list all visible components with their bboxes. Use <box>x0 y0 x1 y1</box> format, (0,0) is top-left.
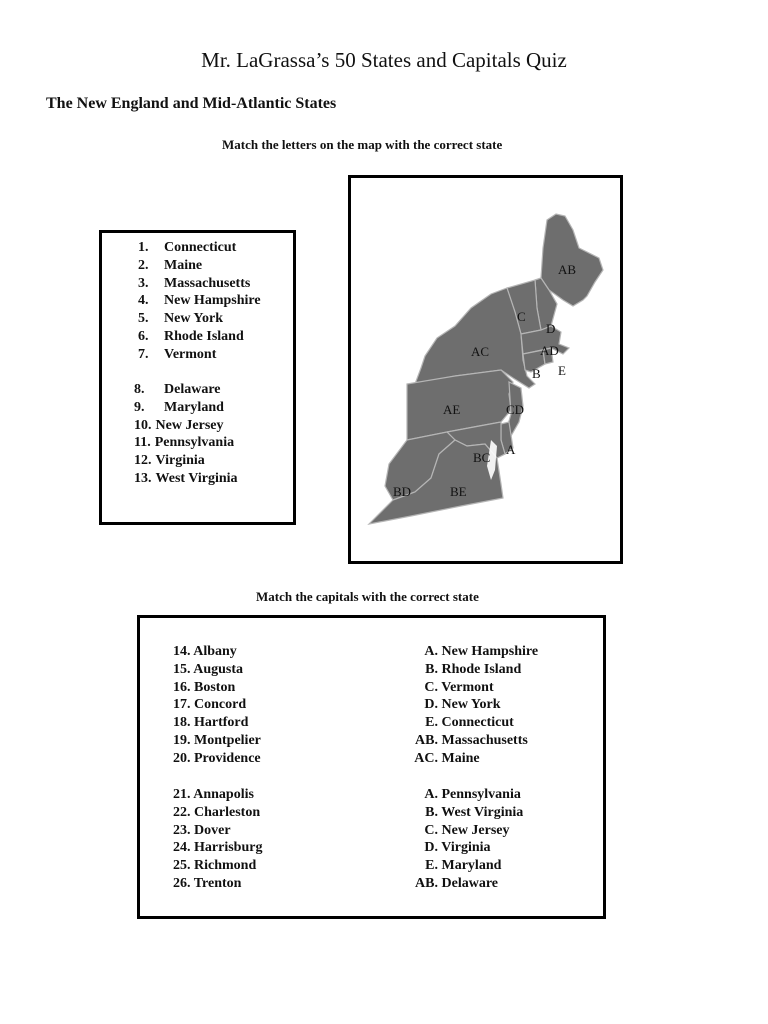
item-number: 23. <box>173 822 191 838</box>
state-name: New Hampshire <box>164 293 261 309</box>
choice-letter: B. <box>425 804 438 820</box>
list-item <box>404 839 523 857</box>
item-number: 20. <box>173 750 191 766</box>
list-item <box>173 839 262 857</box>
state-name: Pennsylvania <box>154 435 235 451</box>
list-item <box>408 679 538 697</box>
list-item <box>173 679 261 697</box>
item-number: 11. <box>134 435 151 451</box>
map-box <box>348 175 623 564</box>
list-item <box>134 417 238 435</box>
list-item <box>173 714 261 732</box>
item-number: 10. <box>134 417 152 433</box>
item-number: 16. <box>173 679 191 695</box>
choices-list-group2 <box>404 786 523 893</box>
item-number: 4. <box>138 293 149 309</box>
map-instruction: Match the letters on the map with the correct state <box>222 137 503 152</box>
map-label-ac: AC <box>471 344 490 359</box>
page-title: Mr. LaGrassa’s 50 States and Capitals Quiz <box>201 48 567 72</box>
choice-name: Pennsylvania <box>441 787 521 802</box>
state-list-group1 <box>138 239 261 364</box>
map-label-bd: BD <box>393 484 412 499</box>
list-item <box>404 875 523 893</box>
item-number: 19. <box>173 732 191 748</box>
capital-name: Montpelier <box>194 732 261 748</box>
state-name: Virginia <box>155 453 205 469</box>
list-item <box>138 328 261 346</box>
item-number: 1. <box>138 240 149 255</box>
item-number: 13. <box>134 470 152 486</box>
item-number: 6. <box>138 328 149 344</box>
map-label-c: C <box>517 309 526 324</box>
list-item <box>404 822 523 840</box>
list-item <box>173 822 262 840</box>
choice-name: Maryland <box>441 858 502 874</box>
list-item <box>173 875 262 893</box>
lake-ontario-shape <box>361 372 367 384</box>
item-number: 22. <box>173 804 191 820</box>
list-item <box>408 714 538 732</box>
list-item <box>404 786 523 804</box>
capital-name: Harrisburg <box>194 840 263 856</box>
choice-name: New York <box>441 697 501 713</box>
choice-letter: C. <box>424 822 438 838</box>
choice-name: Delaware <box>441 875 498 891</box>
capital-name: Trenton <box>193 875 242 891</box>
choice-letter: D. <box>424 697 438 713</box>
map-label-a: A <box>506 442 516 457</box>
state-name: West Virginia <box>155 470 238 486</box>
list-item <box>138 239 261 257</box>
list-item <box>404 857 523 875</box>
capital-name: Boston <box>194 679 236 695</box>
choice-name: West Virginia <box>441 804 524 820</box>
item-number: 8. <box>134 382 145 397</box>
capital-name: Charleston <box>194 804 261 820</box>
capitals-list-group1 <box>173 643 261 768</box>
state-list-box <box>99 230 296 525</box>
choice-name: Massachusetts <box>441 732 528 748</box>
list-item <box>408 696 538 714</box>
item-number: 7. <box>138 346 149 362</box>
map-label-ad: AD <box>540 343 559 358</box>
choice-name: Vermont <box>441 679 494 695</box>
choice-name: Virginia <box>441 840 491 856</box>
list-item <box>173 857 262 875</box>
choice-letter: AB. <box>415 732 438 748</box>
capital-name: Hartford <box>194 715 249 731</box>
list-item <box>173 661 261 679</box>
state-name: Delaware <box>164 382 221 397</box>
capitals-list-group2 <box>173 786 262 893</box>
state-name: Connecticut <box>164 240 237 255</box>
list-item <box>408 661 538 679</box>
map-label-ab: AB <box>558 262 577 277</box>
capital-name: Concord <box>194 697 247 713</box>
item-number: 9. <box>134 399 145 415</box>
list-item <box>173 750 261 768</box>
choice-name: New Jersey <box>441 822 510 838</box>
item-number: 3. <box>138 275 149 291</box>
item-number: 15. <box>173 661 191 677</box>
list-item <box>134 452 238 470</box>
list-item <box>408 750 538 768</box>
map-label-d: D <box>546 321 556 336</box>
list-item <box>408 732 538 750</box>
list-item <box>404 804 523 822</box>
list-item <box>173 732 261 750</box>
choice-letter: B. <box>425 661 438 677</box>
list-item <box>134 381 238 399</box>
map-label-b: B <box>532 366 541 381</box>
state-list-group2 <box>134 381 238 488</box>
section-subtitle: The New England and Mid-Atlantic States <box>46 95 337 112</box>
item-number: 24. <box>173 840 191 856</box>
northeast-map <box>351 178 620 561</box>
item-number: 5. <box>138 311 149 327</box>
choice-letter: AB. <box>415 875 438 891</box>
capitals-box <box>137 615 606 919</box>
capital-name: Richmond <box>194 858 257 874</box>
state-name: Vermont <box>164 346 217 362</box>
item-number: 14. <box>173 644 191 659</box>
choice-name: Rhode Island <box>441 661 522 677</box>
choice-letter: AC. <box>414 750 438 766</box>
capital-name: Providence <box>194 750 261 766</box>
choice-letter: E. <box>425 858 438 874</box>
choice-name: Maine <box>441 750 480 766</box>
item-number: 18. <box>173 715 191 731</box>
choice-letter: C. <box>424 679 438 695</box>
list-item <box>138 310 261 328</box>
choice-name: Connecticut <box>441 715 514 731</box>
capital-name: Dover <box>194 822 231 838</box>
choice-letter: A. <box>424 787 438 802</box>
list-item <box>138 275 261 293</box>
item-number: 12. <box>134 453 152 469</box>
list-item <box>173 696 261 714</box>
list-item <box>138 292 261 310</box>
state-name: New York <box>164 311 223 327</box>
state-name: Maryland <box>164 399 224 415</box>
list-item <box>138 257 261 275</box>
capital-name: Albany <box>193 644 237 659</box>
list-item <box>134 434 238 452</box>
list-item <box>408 643 538 661</box>
capital-name: Annapolis <box>193 787 254 802</box>
map-label-bc: BC <box>473 450 491 465</box>
state-name: Massachusetts <box>164 275 251 291</box>
state-name: Maine <box>164 257 203 273</box>
list-item <box>173 804 262 822</box>
list-item <box>138 346 261 364</box>
item-number: 17. <box>173 697 191 713</box>
map-label-cd: CD <box>506 402 525 417</box>
list-item <box>173 643 261 661</box>
list-item <box>173 786 262 804</box>
capitals-instruction: Match the capitals with the correct state <box>256 589 479 604</box>
state-name: New Jersey <box>155 417 224 433</box>
state-name: Rhode Island <box>164 328 244 344</box>
item-number: 25. <box>173 858 191 874</box>
item-number: 2. <box>138 257 149 273</box>
choice-letter: E. <box>425 715 438 731</box>
item-number: 26. <box>173 875 191 891</box>
choice-letter: A. <box>424 644 438 659</box>
capital-name: Augusta <box>193 661 244 677</box>
list-item <box>134 399 238 417</box>
map-label-ae: AE <box>443 402 461 417</box>
map-label-e: E <box>558 363 566 378</box>
list-item <box>134 470 238 488</box>
choices-list-group1 <box>408 643 538 768</box>
map-label-be: BE <box>450 484 467 499</box>
choice-name: New Hampshire <box>441 644 539 659</box>
choice-letter: D. <box>424 840 438 856</box>
item-number: 21. <box>173 787 191 802</box>
